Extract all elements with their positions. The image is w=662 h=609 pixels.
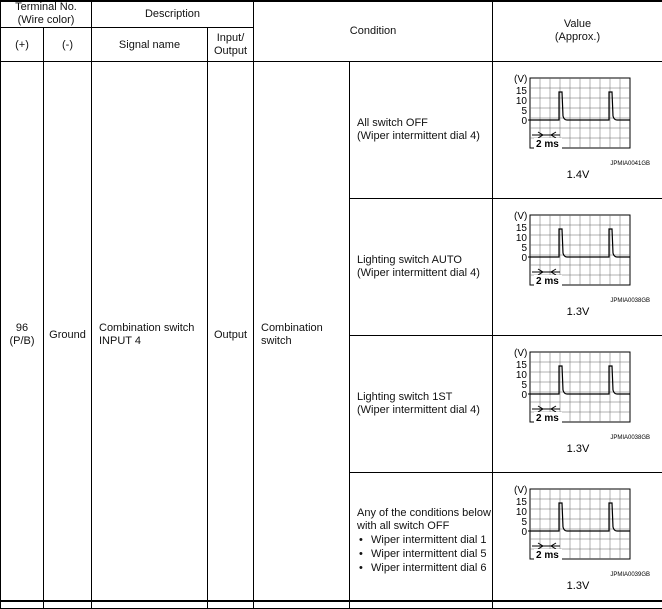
signal-name-line2: INPUT 4: [99, 335, 141, 347]
condition-group-line1: Combination: [261, 322, 323, 334]
wire-color-label: (Wire color): [17, 14, 75, 26]
condition-cell-0: [350, 62, 493, 199]
value-cell-2: [493, 336, 662, 473]
condition-line1: Lighting switch 1ST: [357, 391, 453, 403]
y-tick-label: 15: [515, 497, 527, 508]
y-tick-label: 15: [515, 86, 527, 97]
condition-cell-3: [350, 473, 493, 609]
condition-group-line2: switch: [261, 335, 292, 347]
approx-value: 1.3V: [566, 306, 589, 318]
input-label: Input/: [216, 31, 245, 44]
io-header: [208, 28, 254, 62]
terminal-wire-color: (P/B): [9, 335, 35, 347]
bottom-rule: [0, 600, 662, 602]
output-label: Output: [213, 44, 248, 57]
figure-code: JPMIA0039GB: [609, 572, 650, 578]
signal-name-cell: [92, 62, 208, 609]
figure-code: JPMIA0038GB: [609, 298, 650, 304]
condition-line2: (Wiper intermittent dial 4): [357, 404, 480, 416]
description-header: Description: [92, 1, 254, 28]
time-label: 2 ms: [535, 550, 559, 561]
approx-value: 1.3V: [566, 443, 589, 455]
terminal-minus-cell: Ground: [44, 62, 92, 609]
waveform-graph: [494, 336, 662, 470]
condition-cell-2: [350, 336, 493, 473]
plus-header: (+): [1, 28, 44, 62]
condition-bullet: • Wiper intermittent dial 5: [357, 547, 492, 561]
condition-line2: with all switch OFF: [357, 519, 450, 532]
waveform-1: [493, 199, 662, 333]
waveform-0: [493, 62, 662, 196]
terminal-number: 96: [15, 322, 29, 334]
y-tick-label: 5: [520, 106, 527, 117]
condition-bullet: • Wiper intermittent dial 6: [357, 561, 492, 575]
waveform-graph: [494, 199, 662, 333]
y-tick-label: 15: [515, 223, 527, 234]
value-cell-0: [493, 62, 662, 199]
waveform-3: [493, 473, 662, 607]
y-tick-label: 5: [520, 243, 527, 254]
condition-line1: All switch OFF: [357, 117, 428, 129]
y-unit-label: (V): [513, 74, 527, 85]
terminal-plus-cell: [1, 62, 44, 609]
waveform-2: [493, 336, 662, 470]
y-unit-label: (V): [513, 348, 527, 359]
condition-group-cell: [254, 62, 350, 609]
value-cell-1: [493, 199, 662, 336]
value-label: Value: [563, 18, 592, 30]
condition-line2: (Wiper intermittent dial 4): [357, 130, 480, 142]
y-tick-label: 0: [520, 253, 527, 264]
condition-cell-1: [350, 199, 493, 336]
y-tick-label: 0: [520, 116, 527, 127]
y-tick-label: 10: [515, 507, 527, 518]
value-header: [493, 1, 662, 62]
y-tick-label: 10: [515, 370, 527, 381]
waveform-graph: [494, 473, 662, 607]
y-tick-label: 15: [515, 360, 527, 371]
time-label: 2 ms: [535, 139, 559, 150]
approx-value: 1.4V: [566, 169, 589, 181]
condition-line2: (Wiper intermittent dial 4): [357, 267, 480, 279]
terminal-no-header: [1, 1, 92, 28]
io-cell: Output: [208, 62, 254, 609]
approx-label: (Approx.): [554, 31, 601, 43]
value-cell-3: [493, 473, 662, 609]
minus-header: (-): [44, 28, 92, 62]
terminal-no-label: Terminal No.: [15, 1, 77, 13]
y-tick-label: 0: [520, 390, 527, 401]
time-label: 2 ms: [535, 413, 559, 424]
y-unit-label: (V): [513, 211, 527, 222]
condition-line1: Any of the conditions below: [357, 506, 491, 519]
y-tick-label: 5: [520, 380, 527, 391]
signal-name-line1: Combination switch: [99, 322, 195, 334]
time-label: 2 ms: [535, 276, 559, 287]
y-tick-label: 0: [520, 527, 527, 538]
y-tick-label: 5: [520, 517, 527, 528]
y-unit-label: (V): [513, 485, 527, 496]
y-tick-label: 10: [515, 96, 527, 107]
condition-header: Condition: [254, 1, 493, 62]
y-tick-label: 10: [515, 233, 527, 244]
waveform-graph: [494, 62, 662, 196]
figure-code: JPMIA0041GB: [609, 161, 650, 167]
approx-value: 1.3V: [566, 580, 589, 592]
condition-bullet: • Wiper intermittent dial 1: [357, 533, 492, 547]
condition-line1: Lighting switch AUTO: [357, 254, 462, 266]
signal-name-header: Signal name: [92, 28, 208, 62]
figure-code: JPMIA0038GB: [609, 435, 650, 441]
condition-bullet-list: [357, 533, 492, 575]
